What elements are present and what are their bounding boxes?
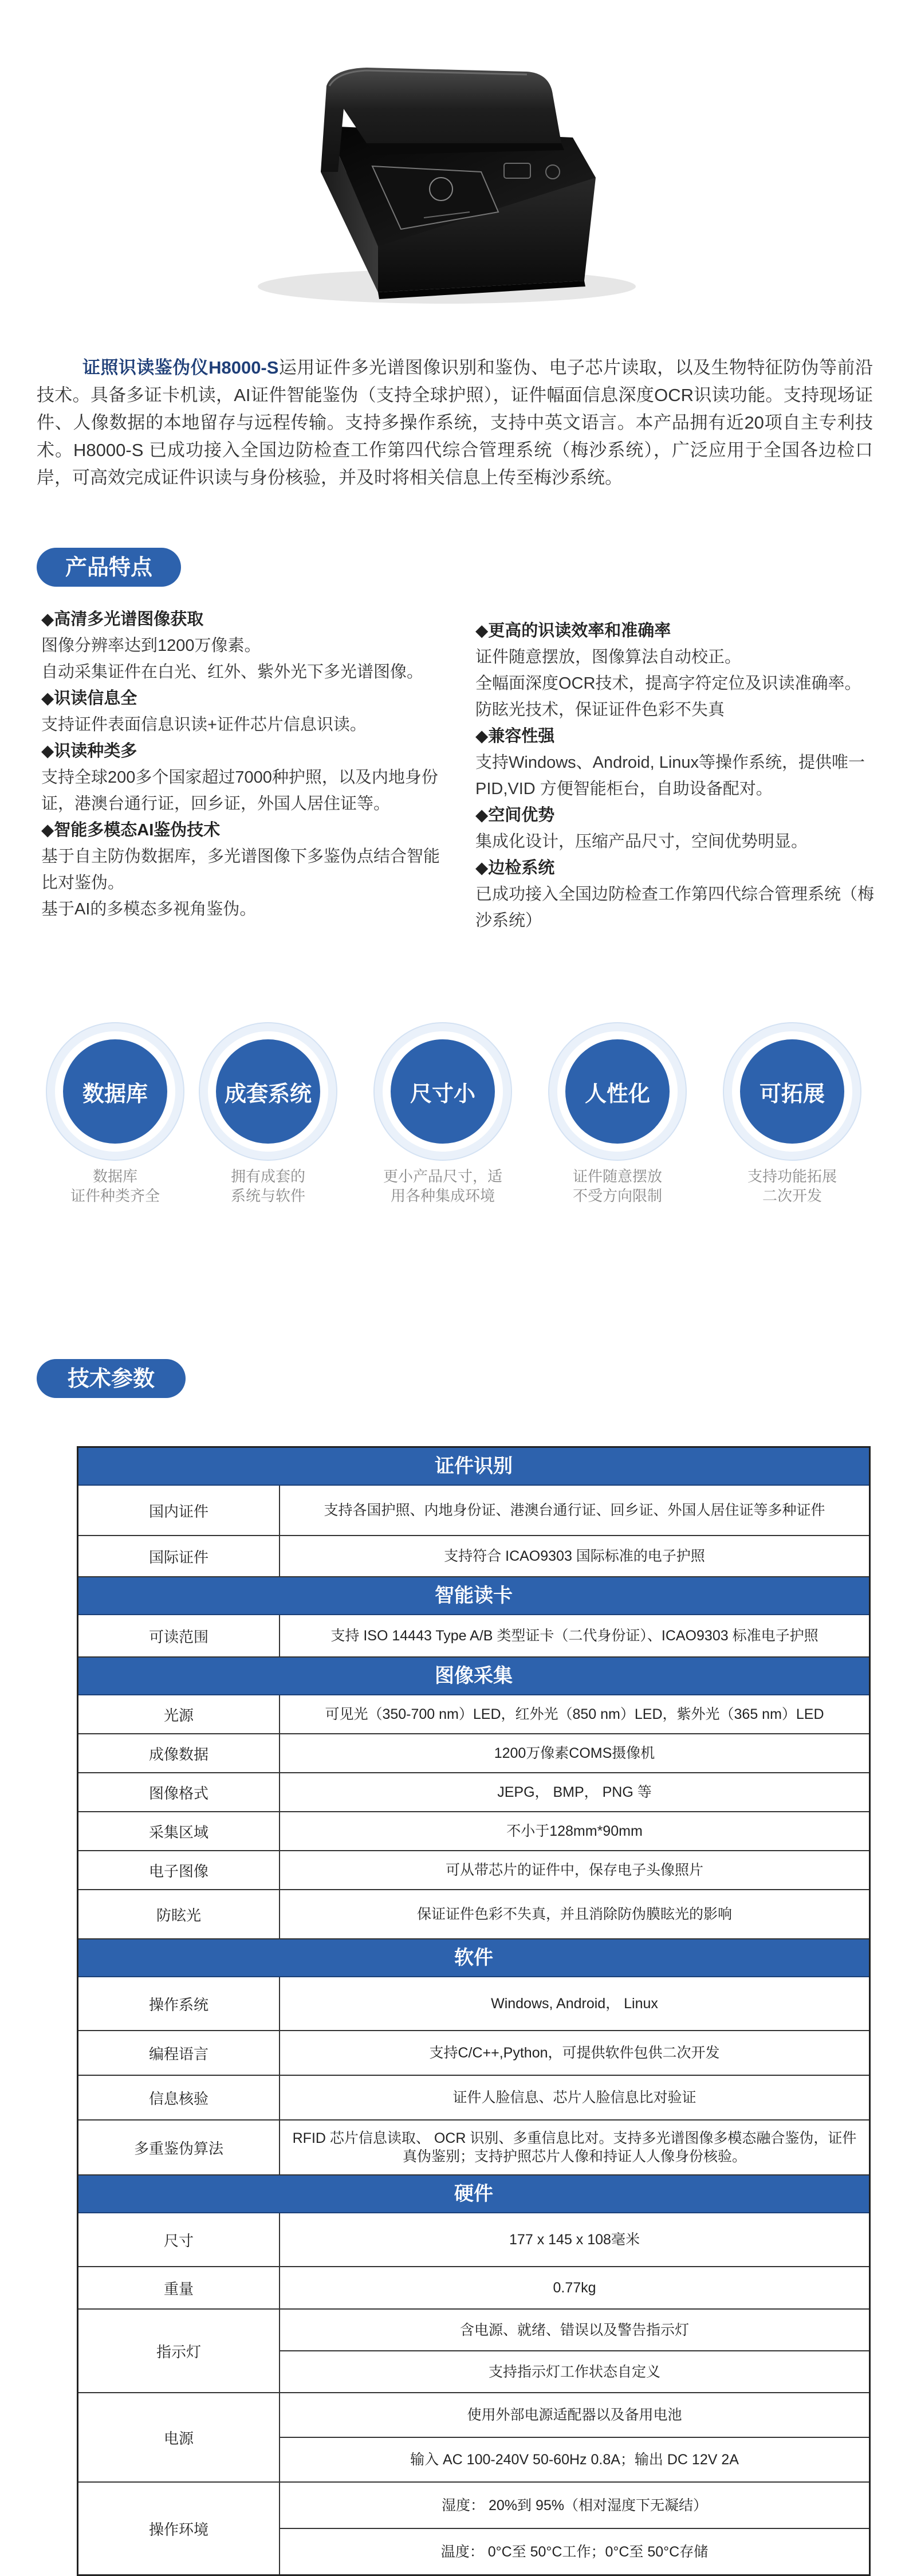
spec-table	[77, 1446, 871, 2576]
spec-row	[78, 2076, 869, 2121]
feature-line: 自动采集证件在白光、红外、紫外光下多光谱图像。	[41, 663, 424, 681]
feature-line: 集成化设计，压缩产品尺寸，空间优势明显。	[475, 833, 808, 851]
spec-row	[78, 2483, 869, 2574]
spec-label: 光源	[78, 1695, 280, 1733]
advantage-circle-extensible	[732, 1031, 852, 1152]
feature-title: ◆识读种类多	[41, 742, 137, 760]
spec-section-title: 技术参数	[67, 1366, 155, 1391]
advantage-desc-line: 更小产品尺寸，适	[383, 1168, 502, 1185]
advantage-label: 人性化	[565, 1039, 670, 1144]
advantage-label: 数据库	[63, 1039, 167, 1144]
spec-row	[78, 2393, 869, 2483]
feature-line: 支持Windows、Android, Linux等操作系统，提供唯一PID,VID 方便智能柜台，自助设备配对。	[475, 753, 865, 798]
spec-row	[78, 2267, 869, 2310]
spec-row	[78, 1536, 869, 1577]
spec-value: RFID 芯片信息读取、 OCR 识别、多重信息比对。支持多光谱图像多模态融合鉴伪，证件真伪鉴别；支持护照芯片人像和持证人人像身份核验。	[292, 2130, 857, 2165]
spec-group-header: 图像采集	[78, 1658, 869, 1695]
feature-block	[475, 855, 888, 934]
features-section-title: 产品特点	[65, 555, 152, 580]
advantage-circle-humanized	[557, 1031, 678, 1152]
spec-label: 国内证件	[78, 1486, 280, 1535]
spec-row	[78, 1773, 869, 1812]
spec-value: 不小于128mm*90mm	[506, 1823, 643, 1839]
spec-label: 图像格式	[78, 1773, 280, 1811]
feature-line: 基于AI的多模态多视角鉴伪。	[41, 900, 257, 918]
feature-block	[41, 606, 454, 685]
spec-group-header: 硬件	[78, 2176, 869, 2213]
spec-label: 操作环境	[78, 2483, 280, 2574]
feature-line: 基于自主防伪数据库，多光谱图像下多鉴伪点结合智能比对鉴伪。	[41, 847, 440, 892]
spec-label: 电源	[78, 2393, 280, 2481]
spec-value: 温度： 0°C至 50°C工作；0°C至 50°C存储	[280, 2528, 869, 2574]
spec-label: 多重鉴伪算法	[78, 2121, 280, 2174]
spec-value: 1200万像素COMS摄像机	[494, 1745, 655, 1761]
spec-label: 尺寸	[78, 2213, 280, 2266]
spec-value: 0.77kg	[553, 2280, 596, 2296]
spec-group-header: 证件识别	[78, 1448, 869, 1486]
spec-label: 操作系统	[78, 1977, 280, 2030]
advantage-desc-line: 证件种类齐全	[70, 1187, 160, 1204]
features-right-column	[475, 618, 888, 934]
spec-value: 支持 ISO 14443 Type A/B 类型证卡（二代身份证）、ICAO9303 标准电子护照	[330, 1628, 819, 1644]
product-intro	[37, 354, 873, 492]
spec-row	[78, 1890, 869, 1939]
feature-line: 图像分辨率达到1200万像素。	[41, 637, 261, 655]
advantage-desc	[35, 1167, 195, 1205]
spec-value: 支持指示灯工作状态自定义	[280, 2350, 869, 2392]
spec-section-header	[37, 1359, 186, 1398]
spec-label: 指示灯	[78, 2310, 280, 2392]
feature-block	[41, 685, 454, 738]
advantage-desc-line: 拥有成套的	[230, 1168, 305, 1185]
spec-label: 国际证件	[78, 1536, 280, 1576]
spec-value: 支持符合 ICAO9303 国际标准的电子护照	[444, 1548, 705, 1564]
features-left-column	[41, 606, 454, 922]
spec-value: 保证证件色彩不失真，并且消除防伪膜眩光的影响	[416, 1906, 732, 1922]
advantage-desc-line: 不受方向限制	[572, 1187, 662, 1204]
advantage-circle-size	[383, 1031, 503, 1152]
product-model-title: 证照识读鉴伪仪H8000-S	[82, 358, 279, 378]
feature-block	[475, 802, 888, 855]
advantage-desc	[712, 1167, 872, 1205]
spec-value: 使用外部电源适配器以及备用电池	[467, 2407, 682, 2423]
spec-label: 防眩光	[78, 1890, 280, 1938]
feature-line: 防眩光技术，保证证件色彩不失真	[475, 701, 725, 719]
spec-group-header: 软件	[78, 1939, 869, 1977]
spec-row	[78, 2213, 869, 2267]
spec-value: 输入 AC 100-240V 50-60Hz 0.8A；输出 DC 12V 2A	[280, 2437, 869, 2481]
feature-block	[475, 723, 888, 802]
spec-label: 成像数据	[78, 1734, 280, 1772]
spec-row	[78, 1851, 869, 1890]
feature-line: 支持全球200多个国家超过7000种护照，以及内地身份证，港澳台通行证，回乡证，外国人居住证等。	[41, 768, 438, 813]
intro-text: 运用证件多光谱图像识别和鉴伪、电子芯片读取，以及生物特征防伪等前沿技术。具备多证卡机读，AI证件智能鉴伪（支持全球护照），证件幅面信息深度OCR识读功能。支持现场证件、人像数据的本地留存与远程传输。支持多操作系统，支持中英文语言。本产品拥有近20项自主专利技术。H8000-S 已成功接入全国边防检查工作第四代综合管理系统（梅沙系统），广泛应用于全国各边检口岸，可高效完成证件识读与身份核验，并及时将相关信息上传至梅沙系统。	[37, 358, 873, 488]
spec-value: JEPG， BMP， PNG 等	[497, 1784, 652, 1800]
spec-value: 177 x 145 x 108毫米	[509, 2232, 640, 2248]
feature-title: ◆空间优势	[475, 806, 555, 824]
spec-value: Windows, Android， Linux	[491, 1996, 658, 2012]
spec-row	[78, 2031, 869, 2076]
advantage-desc	[537, 1167, 698, 1205]
advantage-desc-line: 二次开发	[762, 1187, 822, 1204]
spec-value: 含电源、就绪、错误以及警告指示灯	[459, 2322, 689, 2338]
feature-line: 已成功接入全国边防检查工作第四代综合管理系统（梅沙系统）	[475, 885, 875, 930]
feature-title: ◆更高的识读效率和准确率	[475, 622, 671, 640]
advantage-circle-system	[208, 1031, 328, 1152]
spec-row	[78, 1977, 869, 2031]
spec-row	[78, 2121, 869, 2176]
feature-title: ◆识读信息全	[41, 689, 137, 708]
spec-value: 湿度： 20%到 95%（相对湿度下无凝结）	[442, 2497, 707, 2514]
advantage-desc-line: 支持功能拓展	[747, 1168, 837, 1185]
advantage-label: 可拓展	[740, 1039, 844, 1144]
feature-line: 证件随意摆放，图像算法自动校正。	[475, 648, 742, 666]
feature-block	[475, 618, 888, 723]
advantage-desc-line: 用各种集成环境	[390, 1187, 495, 1204]
advantage-circle-database	[55, 1031, 175, 1152]
advantage-desc-line: 证件随意摆放	[572, 1168, 662, 1185]
spec-value: 支持各国护照、内地身份证、港澳台通行证、回乡证、外国人居住证等多种证件	[324, 1502, 825, 1518]
product-image	[0, 0, 909, 332]
spec-group-header: 智能读卡	[78, 1577, 869, 1615]
feature-line: 全幅面深度OCR技术，提高字符定位及识读准确率。	[475, 674, 861, 693]
spec-label: 电子图像	[78, 1851, 280, 1889]
advantage-label: 成套系统	[216, 1039, 320, 1144]
advantage-desc	[363, 1167, 523, 1205]
feature-title: ◆高清多光谱图像获取	[41, 610, 204, 629]
spec-value: 证件人脸信息、芯片人脸信息比对验证	[452, 2090, 696, 2106]
spec-row	[78, 1734, 869, 1773]
features-section-header	[37, 548, 181, 587]
spec-row	[78, 1486, 869, 1536]
spec-label: 可读范围	[78, 1615, 280, 1656]
feature-title: ◆兼容性强	[475, 727, 555, 745]
feature-title: ◆智能多模态AI鉴伪技术	[41, 821, 221, 839]
feature-block	[41, 817, 454, 922]
spec-label: 编程语言	[78, 2031, 280, 2075]
advantage-desc	[188, 1167, 348, 1205]
spec-value: 支持C/C++,Python，可提供软件包供二次开发	[429, 2045, 720, 2061]
advantage-desc-line: 系统与软件	[230, 1187, 305, 1204]
feature-title: ◆边检系统	[475, 859, 555, 877]
advantage-label: 尺寸小	[391, 1039, 495, 1144]
spec-row	[78, 2310, 869, 2393]
feature-line: 支持证件表面信息识读+证件芯片信息识读。	[41, 716, 367, 734]
feature-block	[41, 738, 454, 817]
spec-label: 采集区域	[78, 1812, 280, 1850]
spec-row	[78, 1695, 869, 1734]
spec-label: 重量	[78, 2267, 280, 2308]
advantage-desc-line: 数据库	[92, 1168, 137, 1185]
spec-value: 可见光（350-700 nm）LED，红外光（850 nm）LED，紫外光（365 nm）LED	[325, 1706, 824, 1722]
spec-label: 信息核验	[78, 2076, 280, 2119]
spec-row	[78, 1615, 869, 1658]
spec-value: 可从带芯片的证件中，保存电子头像照片	[445, 1862, 703, 1878]
spec-row	[78, 1812, 869, 1851]
